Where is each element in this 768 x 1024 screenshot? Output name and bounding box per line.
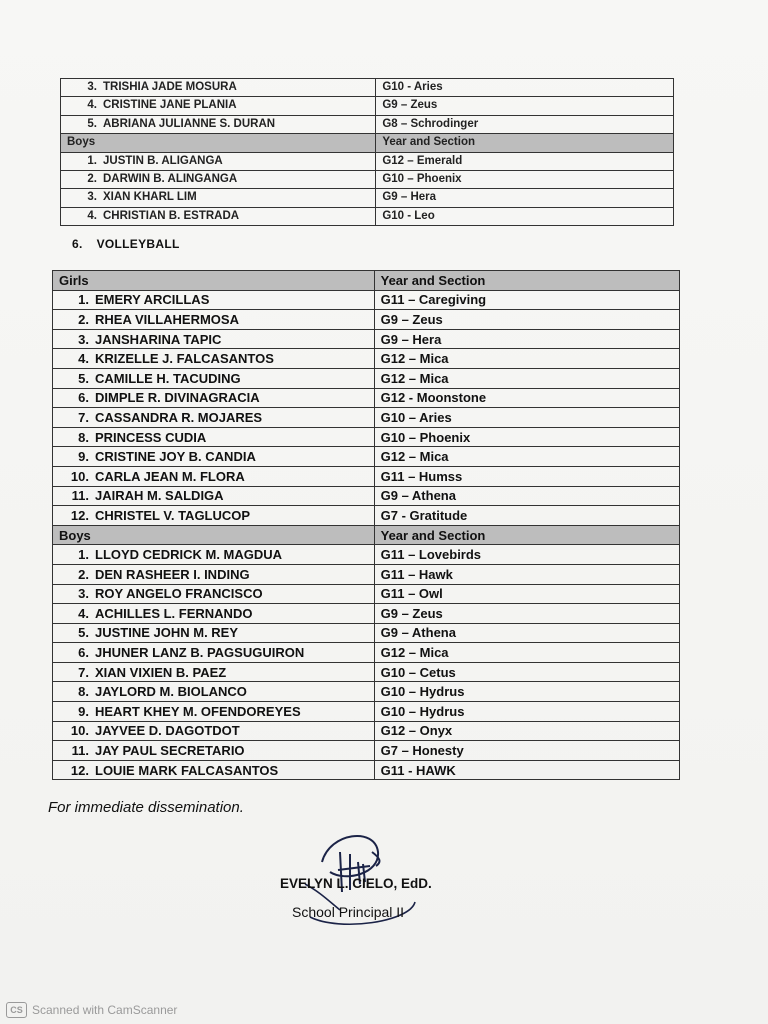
- year-section: G10 – Phoenix: [374, 427, 679, 447]
- table-row: [53, 310, 680, 330]
- table-row: [53, 466, 680, 486]
- row-number: 5.: [87, 117, 97, 130]
- student-name: KRIZELLE J. FALCASANTOS: [95, 351, 274, 367]
- student-name: DIMPLE R. DIVINAGRACIA: [95, 390, 260, 406]
- year-section: G10 – Aries: [374, 408, 679, 428]
- student-name: PRINCESS CUDIA: [95, 429, 207, 445]
- student-name: JUSTIN B. ALIGANGA: [103, 154, 223, 167]
- year-section: G12 – Mica: [374, 349, 679, 369]
- table-row: [61, 207, 674, 225]
- student-name: JAYVEE D. DAGOTDOT: [95, 723, 240, 739]
- row-number: 2.: [78, 311, 89, 327]
- year-section: G10 – Hydrus: [374, 682, 679, 702]
- student-name: CRISTINE JOY B. CANDIA: [95, 449, 256, 465]
- row-number: 11.: [71, 743, 89, 759]
- row-number: 7.: [78, 664, 89, 680]
- row-number: 12.: [70, 507, 89, 523]
- table-row: [53, 447, 680, 467]
- row-number: 8.: [78, 684, 89, 700]
- year-section: G12 - Moonstone: [374, 388, 679, 408]
- girls-header-label: Girls: [53, 271, 375, 291]
- row-number: 4.: [78, 351, 89, 367]
- row-number: 3.: [87, 191, 97, 204]
- row-number: 9.: [78, 703, 89, 719]
- table-row: [53, 662, 680, 682]
- table-row: [53, 584, 680, 604]
- year-section: G10 - Aries: [376, 79, 674, 97]
- table-row: [53, 408, 680, 428]
- table-row: [53, 623, 680, 643]
- table-row: [53, 682, 680, 702]
- row-number: 1.: [78, 547, 89, 563]
- boys-header-row: [61, 134, 674, 152]
- table-row: [61, 115, 674, 133]
- student-name: HEART KHEY M. OFENDOREYES: [95, 703, 301, 719]
- row-number: 10.: [70, 723, 89, 739]
- camscanner-logo-icon: CS: [6, 1002, 27, 1018]
- row-number: 7.: [78, 409, 89, 425]
- table-row: [53, 427, 680, 447]
- student-name: JAY PAUL SECRETARIO: [95, 743, 245, 759]
- row-number: 9.: [78, 449, 89, 465]
- principal-name: EVELYN L. CIELO, EdD.: [280, 876, 432, 891]
- row-number: 4.: [78, 605, 89, 621]
- student-name: XIAN KHARL LIM: [103, 191, 197, 204]
- row-number: 5.: [78, 625, 89, 641]
- year-section: G9 – Hera: [374, 329, 679, 349]
- row-number: 1.: [78, 292, 89, 308]
- year-section: G11 – Hawk: [374, 564, 679, 584]
- table-row: [53, 643, 680, 663]
- year-section: G11 – Owl: [374, 584, 679, 604]
- year-section: G8 – Schrodinger: [376, 115, 674, 133]
- section-number: 6.: [72, 237, 83, 251]
- row-number: 5.: [78, 370, 89, 386]
- section-title-text: VOLLEYBALL: [96, 237, 180, 251]
- year-section: G10 – Phoenix: [376, 170, 674, 188]
- boys-header-label: Boys: [53, 525, 375, 545]
- row-number: 6.: [78, 645, 89, 661]
- student-name: JANSHARINA TAPIC: [95, 331, 222, 347]
- table-row: [53, 741, 680, 761]
- scanner-watermark-text: Scanned with CamScanner: [32, 1003, 178, 1017]
- table-row: [53, 368, 680, 388]
- table-row: [61, 152, 674, 170]
- table-row: [53, 564, 680, 584]
- table-row: [61, 170, 674, 188]
- volleyball-roster-table: [52, 270, 680, 780]
- table-row: [53, 702, 680, 722]
- student-name: DEN RASHEER I. INDING: [95, 566, 250, 582]
- year-section: G12 – Onyx: [374, 721, 679, 741]
- table-row: [53, 290, 680, 310]
- table-row: [53, 721, 680, 741]
- student-name: LLOYD CEDRICK M. MAGDUA: [95, 547, 283, 563]
- year-section: G12 – Mica: [374, 643, 679, 663]
- year-section: G9 – Athena: [374, 623, 679, 643]
- student-name: ABRIANA JULIANNE S. DURAN: [103, 117, 276, 130]
- table-row: [61, 97, 674, 115]
- year-section: G9 – Zeus: [376, 97, 674, 115]
- row-number: 1.: [87, 154, 97, 167]
- student-name: JHUNER LANZ B. PAGSUGUIRON: [95, 645, 305, 661]
- year-section: G12 – Mica: [374, 368, 679, 388]
- girls-header-row: [53, 271, 680, 291]
- table-row: [53, 545, 680, 565]
- row-number: 2.: [87, 172, 97, 185]
- year-section: G10 – Cetus: [374, 662, 679, 682]
- table-row: [53, 760, 680, 780]
- dissemination-note: For immediate dissemination.: [48, 799, 244, 816]
- year-section: G12 – Mica: [374, 447, 679, 467]
- year-section: G11 – Caregiving: [374, 290, 679, 310]
- student-name: CHRISTEL V. TAGLUCOP: [95, 507, 251, 523]
- student-name: ACHILLES L. FERNANDO: [95, 605, 253, 621]
- student-name: ROY ANGELO FRANCISCO: [95, 586, 263, 602]
- student-name: JAYLORD M. BIOLANCO: [95, 684, 247, 700]
- year-section: G10 – Hydrus: [374, 702, 679, 722]
- table-row: [61, 79, 674, 97]
- row-number: 3.: [78, 331, 89, 347]
- row-number: 8.: [78, 429, 89, 445]
- row-number: 2.: [78, 566, 89, 582]
- year-section: G9 – Hera: [376, 189, 674, 207]
- boys-header-label: Boys: [61, 134, 376, 152]
- year-section: G9 – Zeus: [374, 310, 679, 330]
- table-row: [53, 349, 680, 369]
- student-name: LOUIE MARK FALCASANTOS: [95, 762, 279, 778]
- table-row: [53, 506, 680, 526]
- year-section: G12 – Emerald: [376, 152, 674, 170]
- student-name: XIAN VIXIEN B. PAEZ: [95, 664, 227, 680]
- year-section: G11 - HAWK: [374, 760, 679, 780]
- student-name: CASSANDRA R. MOJARES: [95, 409, 263, 425]
- volleyball-section-title: [72, 237, 180, 251]
- year-section: G7 - Gratitude: [374, 506, 679, 526]
- year-section: G11 – Lovebirds: [374, 545, 679, 565]
- student-name: CHRISTIAN B. ESTRADA: [103, 209, 240, 222]
- year-section-header: Year and Section: [374, 525, 679, 545]
- previous-sport-roster-table: [60, 78, 674, 226]
- row-number: 12.: [70, 762, 89, 778]
- year-section: G7 – Honesty: [374, 741, 679, 761]
- student-name: DARWIN B. ALINGANGA: [103, 172, 238, 185]
- student-name: JUSTINE JOHN M. REY: [95, 625, 239, 641]
- student-name: EMERY ARCILLAS: [95, 292, 210, 308]
- row-number: 3.: [78, 586, 89, 602]
- table-row: [61, 189, 674, 207]
- student-name: TRISHIA JADE MOSURA: [103, 80, 237, 93]
- row-number: 10.: [70, 468, 89, 484]
- student-name: RHEA VILLAHERMOSA: [95, 311, 239, 327]
- row-number: 11.: [71, 488, 89, 504]
- row-number: 4.: [87, 209, 97, 222]
- row-number: 3.: [87, 80, 97, 93]
- student-name: CRISTINE JANE PLANIA: [103, 99, 237, 112]
- principal-title: School Principal II: [292, 904, 405, 920]
- row-number: 4.: [87, 99, 97, 112]
- table-row: [53, 604, 680, 624]
- student-name: JAIRAH M. SALDIGA: [95, 488, 224, 504]
- year-section-header: Year and Section: [374, 271, 679, 291]
- table-row: [53, 329, 680, 349]
- row-number: 6.: [78, 390, 89, 406]
- year-section: G11 – Humss: [374, 466, 679, 486]
- table-row: [53, 388, 680, 408]
- boys-header-row: [53, 525, 680, 545]
- student-name: CARLA JEAN M. FLORA: [95, 468, 245, 484]
- year-section: G10 - Leo: [376, 207, 674, 225]
- year-section: G9 – Zeus: [374, 604, 679, 624]
- scanner-watermark: [6, 1002, 177, 1018]
- year-section-header: Year and Section: [376, 134, 674, 152]
- year-section: G9 – Athena: [374, 486, 679, 506]
- table-row: [53, 486, 680, 506]
- student-name: CAMILLE H. TACUDING: [95, 370, 241, 386]
